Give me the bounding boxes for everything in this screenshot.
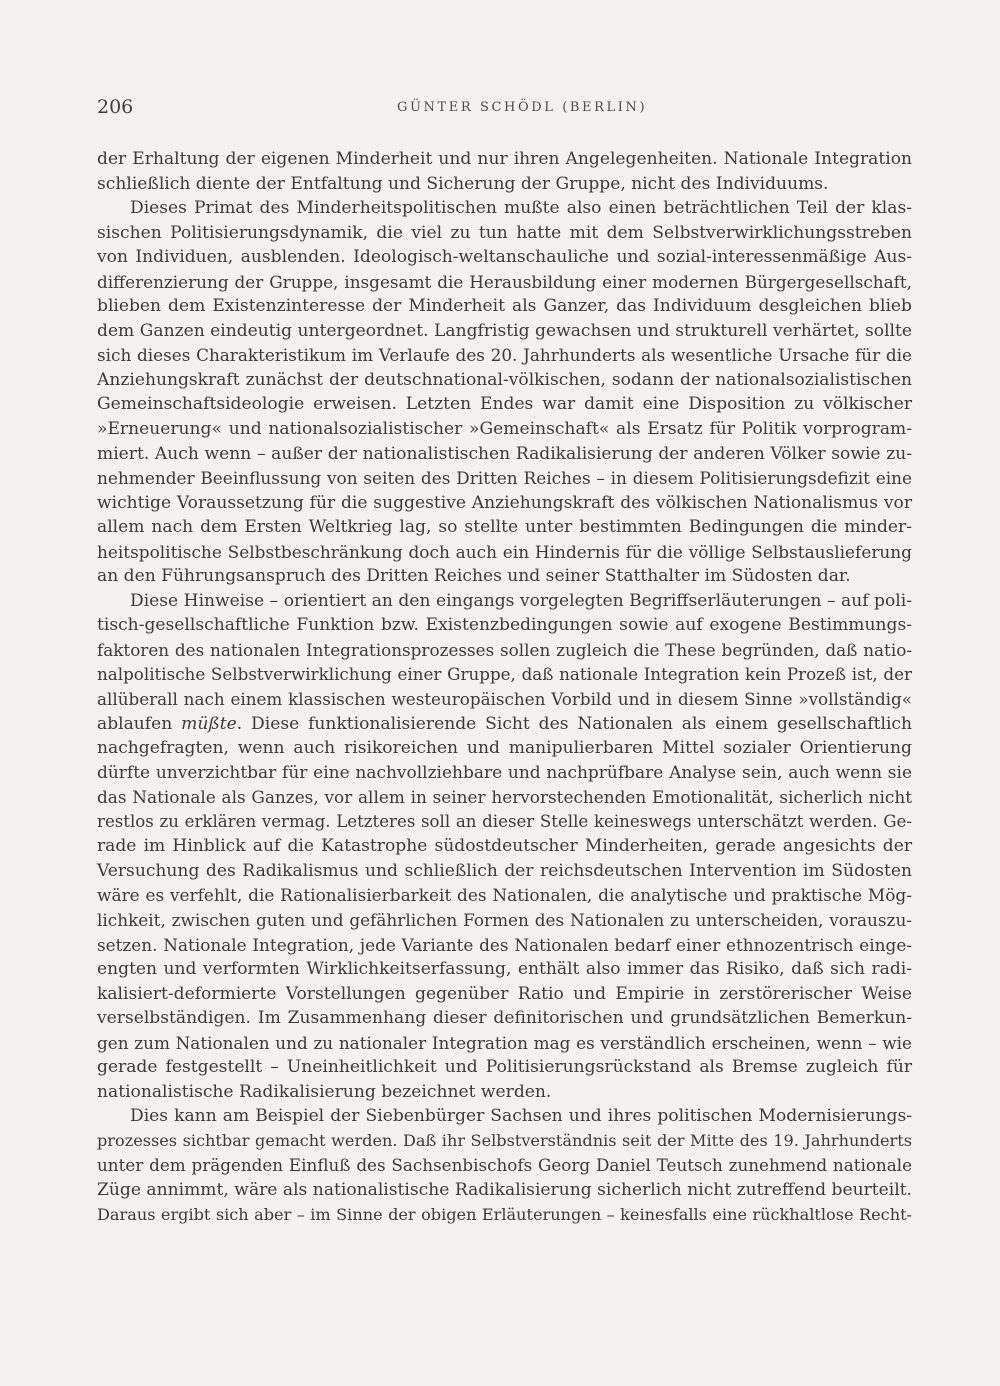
text-line: »Erneuerung« und nationalsozialistischer »Gemeinschaft« als Ersatz für Politik vorprogram- xyxy=(97,419,912,440)
text-line: prozesses sichtbar gemacht werden. Daß ihr Selbstverständnis seit der Mitte des 19. Jahrhunderts xyxy=(97,1130,912,1150)
text-line: Dieses Primat des Minderheitspolitischen mußte also einen beträchtlichen Teil der klas- xyxy=(130,198,912,219)
text-line xyxy=(97,712,912,737)
text-line: schließlich diente der Entfaltung und Sicherung der Gruppe, nicht des Individuums. xyxy=(97,173,829,194)
text-line: setzen. Nationale Integration, jede Variante des Nationalen bedarf einer ethnozentrisch einge- xyxy=(97,934,912,955)
running-head-title: GÜNTER SCHÖDL (BERLIN) xyxy=(397,100,648,115)
text-line: gen zum Nationalen und zu nationaler Integration mag es verständlich erscheinen, wenn – wie xyxy=(97,1032,912,1053)
running-head xyxy=(97,96,912,126)
text-line: verselbständigen. Im Zusammenhang dieser definitorischen und grundsätzlichen Bemerkun- xyxy=(97,1008,912,1029)
text-line: an den Führungsanspruch des Dritten Reiches und seiner Statthalter im Südosten dar. xyxy=(97,566,851,587)
text-line: sischen Politisierungsdynamik, die viel zu tun hatte mit dem Selbstverwirklichungsstreben xyxy=(97,222,912,243)
text-line: Diese Hinweise – orientiert an den eingangs vorgelegten Begriffserläuterungen – auf poli- xyxy=(130,590,912,611)
text-line: lichkeit, zwischen guten und gefährlichen Formen des Nationalen zu unterscheiden, vorauszu- xyxy=(97,909,912,930)
text-line: Züge annimmt, wäre als nationalistische Radikalisierung sicherlich nicht zutreffend beurteilt. xyxy=(97,1179,912,1200)
text-line: miert. Auch wenn – außer der nationalistischen Radikalisierung der anderen Völker sowie zu- xyxy=(97,443,912,464)
text-line: dürfte unverzichtbar für eine nachvollziehbare und nachprüfbare Analyse sein, auch wenn sie xyxy=(97,762,912,783)
text-line: heitspolitische Selbstbeschränkung doch auch ein Hindernis für die völlige Selbstauslieferung xyxy=(97,541,912,562)
text-line: Anziehungskraft zunächst der deutschnational-völkischen, sodann der nationalsozialistischen xyxy=(97,369,912,390)
text-line: der Erhaltung der eigenen Minderheit und nur ihren Angelegenheiten. Nationale Integration xyxy=(97,149,912,169)
text-line: Gemeinschaftsideologie erweisen. Letzten Endes war damit eine Disposition zu völkischer xyxy=(97,394,912,415)
text-line: nationalistische Radikalisierung bezeichnet werden. xyxy=(97,1081,552,1102)
text-line: allem nach dem Ersten Weltkrieg lag, so stellte unter bestimmten Bedingungen die minder- xyxy=(97,517,912,538)
text-line: Versuchung des Radikalismus und schließlich der reichsdeutschen Intervention im Südosten xyxy=(97,860,912,881)
text-line: gerade festgestellt – Uneinheitlichkeit und Politisierungsrückstand als Bremse zugleich für xyxy=(97,1057,912,1078)
italic-emphasis: müßte xyxy=(181,713,237,734)
text-line: nachgefragten, wenn auch risikoreichen und manipulierbaren Mittel sozialer Orientierung xyxy=(97,738,912,759)
text-line: nalpolitische Selbstverwirklichung einer Gruppe, daß nationale Integration kein Prozeß ist, der xyxy=(97,664,912,685)
text-line: sich dieses Charakteristikum im Verlaufe des 20. Jahrhunderts als wesentliche Ursache für die xyxy=(97,345,912,366)
text-line: blieben dem Existenzinteresse der Minderheit als Ganzer, das Individuum desgleichen blieb xyxy=(97,296,912,317)
text-line: kalisiert-deformierte Vorstellungen gegenüber Ratio und Empirie in zerstörerischer Weise xyxy=(97,983,912,1004)
text-line: differenzierung der Gruppe, insgesamt die Herausbildung einer modernen Bürgergesellschaft, xyxy=(97,271,912,292)
page-number: 206 xyxy=(97,96,134,118)
text-line: restlos zu erklären vermag. Letzteres soll an dieser Stelle keineswegs unterschätzt werden. Ge- xyxy=(97,811,912,831)
text-line: engten und verformten Wirklichkeitserfassung, enthält also immer das Risiko, daß sich radi- xyxy=(97,959,912,980)
text-line: tisch-gesellschaftliche Funktion bzw. Existenzbedingungen sowie auf exogene Bestimmungs- xyxy=(97,615,912,636)
text-line: wäre es verfehlt, die Rationalisierbarkeit des Nationalen, die analytische und praktische Mög- xyxy=(97,885,912,906)
text-line: Dies kann am Beispiel der Siebenbürger Sachsen und ihres politischen Modernisierungs- xyxy=(130,1106,912,1127)
text-line: faktoren des nationalen Integrationsprozesses sollen zugleich die These begründen, daß natio- xyxy=(97,639,912,660)
text-line: wichtige Voraussetzung für die suggestive Anziehungskraft des völkischen Nationalismus vor xyxy=(97,492,912,513)
text-line: nehmender Beeinflussung von seiten des Dritten Reiches – in diesem Politisierungsdefizit eine xyxy=(97,468,912,489)
text-line: allüberall nach einem klassischen westeuropäischen Vorbild und in diesem Sinne »vollständig« xyxy=(97,689,912,710)
text-segment: . Diese funktionalisierende Sicht des Nationalen als einem gesellschaftlich xyxy=(236,713,912,734)
text-line: dem Ganzen eindeutig untergeordnet. Langfristig gewachsen und strukturell verhärtet, sollte xyxy=(97,320,912,341)
text-line: Daraus ergibt sich aber – im Sinne der obigen Erläuterungen – keinesfalls eine rückhaltlose Recht- xyxy=(97,1204,912,1224)
text-line: das Nationale als Ganzes, vor allem in seiner hervorstechenden Emotionalität, sicherlich nicht xyxy=(97,787,912,808)
text-line: von Individuen, ausblenden. Ideologisch-weltanschauliche und sozial-interessenmäßige Aus- xyxy=(97,247,912,268)
text-line: unter dem prägenden Einfluß des Sachsenbischofs Georg Daniel Teutsch zunehmend nationale xyxy=(97,1155,912,1176)
body-text xyxy=(97,147,912,1227)
text-line: rade im Hinblick auf die Katastrophe südostdeutscher Minderheiten, gerade angesichts der xyxy=(97,836,912,857)
text-segment: ablaufen xyxy=(97,713,182,734)
